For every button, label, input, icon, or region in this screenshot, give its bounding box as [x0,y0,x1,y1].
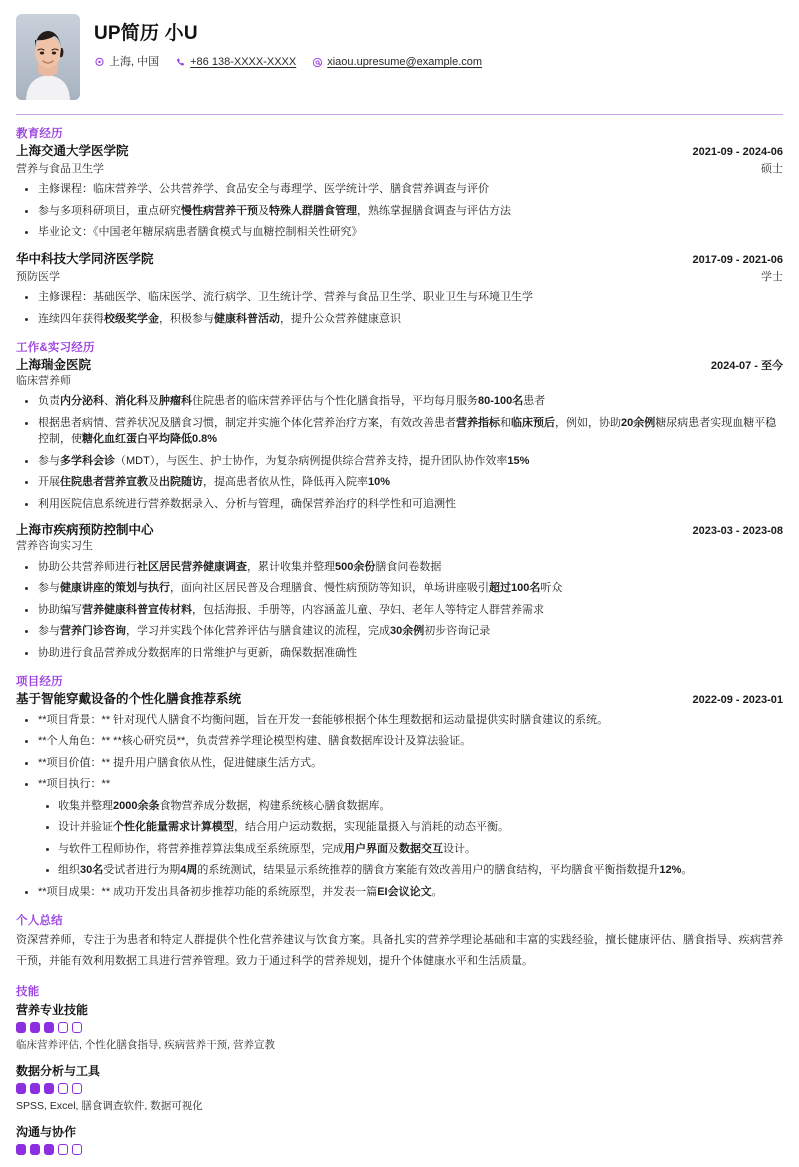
entry-bullet: 连续四年获得校级奖学金，积极参与健康科普活动，提升公众营养健康意识 [16,311,783,328]
entry-bullet: **项目价值：** 提升用户膳食依从性，促进健康生活方式。 [16,755,783,772]
skill-level-rating [16,1083,783,1094]
entry-organization: 基于智能穿戴设备的个性化膳食推荐系统 [16,692,242,707]
entry-bullet: **项目执行：** 收集并整理2000余条食物营养成分数据，构建系统核心膳食数据库。 设计并验证个性化能量需求计算模型，结合用户运动数据，实现能量摄入与消耗的动态平衡。 与软件工程师协作，将营养推荐算法集成至系统原型，完成用户界面及数据交互设计。 组织30名受试者进行为期4周的系统测试，结果显示系统推荐的膳食方案能有效改善用户的膳食结构，平均膳食平衡指数提升12%。 [16,776,783,879]
contact-list [94,57,783,68]
skill-dot-filled [16,1144,26,1155]
entry-organization: 上海瑞金医院 [16,358,92,373]
entry-bullet-list [16,712,783,901]
section-skills [16,983,783,1154]
entry-major: 营养咨询实习生 [16,540,93,553]
section-summary [16,912,783,971]
entry [16,522,783,661]
section-projects [16,673,783,900]
summary-text: 资深营养师，专注于为患者和特定人群提供个性化营养建议与饮食方案。具备扎实的营养学理论基础和丰富的实践经验，擅长健康评估、膳食指导、疾病营养干预，并能有效利用数据工具进行营养管理。致力于通过科学的营养规划，提升个体健康水平和生活质量。 [16,934,783,967]
section-title-work: 工作&实习经历 [16,342,95,355]
skill-dot-empty [58,1083,68,1094]
entry-bullet: 毕业论文：《中国老年糖尿病患者膳食模式与血糖控制相关性研究》 [16,224,783,241]
contact-phone[interactable] [175,57,296,68]
skill-dot-filled [16,1083,26,1094]
section-title-education: 教育经历 [16,128,63,140]
entry-sub-bullet: 与软件工程师协作，将营养推荐算法集成至系统原型，完成用户界面及数据交互设计。 [38,841,783,858]
contact-email[interactable] [312,57,482,68]
skill-level-rating [16,1022,783,1033]
skill-dot-empty [72,1144,82,1155]
entry-sub-bullet-list [38,798,783,879]
entry-organization: 华中科技大学同济医学院 [16,251,154,266]
entry-date: 2024-07 - 至今 [710,360,783,373]
at-email-icon [312,57,323,68]
entry-major: 预防医学 [16,270,60,283]
location-pin-icon [94,57,105,68]
entry-bullet-list [16,289,783,327]
entry-bullet-list [16,181,783,241]
entry [16,251,783,327]
candidate-name: UP简历 小U [94,23,198,44]
skill-dot-filled [44,1144,54,1155]
entry-bullet: 参与多学科会诊（MDT），与医生、护士协作，为复杂病例提供综合营养支持，提升团队协作效率15% [16,453,783,470]
entry-bullet: 主修课程：基础医学、临床医学、流行病学、卫生统计学、营养与食品卫生学、职业卫生与环境卫生学 [16,289,783,306]
skill-dot-filled [44,1083,54,1094]
entry-bullet: 协助进行食品营养成分数据库的日常维护与更新，确保数据准确性 [16,645,783,662]
section-title-projects: 项目经历 [16,676,63,689]
skill-group-name: 营养专业技能 [16,1003,89,1018]
entry-degree: 学士 [761,270,783,283]
skill-dot-empty [72,1083,82,1094]
entry [16,691,783,900]
entry-header-row [16,691,783,708]
avatar [16,14,80,100]
entry [16,143,783,241]
header-divider [16,114,783,115]
entry-bullet-list [16,559,783,662]
entry-subtitle-row [16,374,783,389]
entry-bullet: 利用医院信息系统进行营养数据录入、分析与管理，确保营养治疗的科学性和可追溯性 [16,496,783,513]
entry-bullet: **个人角色：** **核心研究员**，负责营养学理论模型构建、膳食数据库设计及算法验证。 [16,733,783,750]
skill-group [16,1001,783,1053]
entry-bullet-list [16,393,783,512]
entry-bullet: 根据患者病情、营养状况及膳食习惯，制定并实施个体化营养治疗方案，有效改善患者营养指标和临床预后，例如，协助20余例糖尿病患者实现血糖平稳控制，使糖化血红蛋白平均降低0.8% [16,415,783,448]
entry-header-row [16,143,783,160]
entry-date: 2021-09 - 2024-06 [692,146,783,158]
entry-bullet: **项目成果：** 成功开发出具备初步推荐功能的系统原型，并发表一篇EI会议论文。 [16,884,783,901]
entry-date: 2023-03 - 2023-08 [692,525,783,538]
entry-bullet: 负责内分泌科、消化科及肿瘤科住院患者的临床营养评估与个性化膳食指导，平均每月服务80-100名患者 [16,393,783,410]
contact-location [94,57,159,68]
skill-dot-filled [16,1022,26,1033]
entry-sub-bullet: 收集并整理2000余条食物营养成分数据，构建系统核心膳食数据库。 [38,798,783,815]
entry [16,357,783,512]
skill-dot-filled [44,1022,54,1033]
entry-major: 营养与食品卫生学 [16,162,104,175]
entry-bullet: 参与营养门诊咨询，学习并实践个体化营养评估与膳食建议的流程，完成30余例初步咨询记录 [16,623,783,640]
entry-header-row [16,522,783,539]
location-text: 上海, 中国 [109,55,160,68]
skill-items: 临床营养评估, 个性化膳食指导, 疾病营养干预, 营养宣教 [16,1039,276,1052]
project-entries [16,691,783,900]
entry-subtitle-row [16,160,783,177]
skill-group [16,1062,783,1114]
phone-text[interactable]: +86 138-XXXX-XXXX [190,55,297,68]
skill-dot-filled [30,1083,40,1094]
skill-dot-empty [58,1022,68,1033]
skill-group-name: 沟通与协作 [16,1124,77,1139]
entry-organization: 上海交通大学医学院 [16,144,129,158]
header-info [94,14,783,68]
section-title-summary: 个人总结 [16,915,63,928]
entry-bullet: 参与多项科研项目，重点研究慢性病营养干预及特殊人群膳食管理，熟练掌握膳食调查与评估方法 [16,203,783,220]
entry-subtitle-row [16,539,783,554]
entry-sub-bullet: 组织30名受试者进行为期4周的系统测试，结果显示系统推荐的膳食方案能有效改善用户的膳食结构，平均膳食平衡指数提升12%。 [38,862,783,879]
entry-degree: 硕士 [761,162,783,175]
section-education [16,125,783,327]
entry-bullet: 主修课程：临床营养学、公共营养学、食品安全与毒理学、医学统计学、膳食营养调查与评价 [16,181,783,198]
email-text[interactable]: xiaou.upresume@example.com [327,55,483,68]
skill-group-name: 数据分析与工具 [16,1063,101,1078]
section-work [16,339,783,661]
work-entries [16,357,783,661]
entry-header-row [16,357,783,374]
education-entries [16,143,783,327]
section-title-skills: 技能 [16,986,40,999]
entry-bullet: 开展住院患者营养宣教及出院随访，提高患者依从性，降低再入院率10% [16,474,783,491]
skill-dot-filled [30,1144,40,1155]
skill-level-rating [16,1144,783,1155]
skill-dot-empty [72,1022,82,1033]
entry-bullet: **项目背景：** 针对现代人膳食不均衡问题，旨在开发一套能够根据个体生理数据和运动量提供实时膳食建议的系统。 [16,712,783,729]
skill-dot-filled [30,1022,40,1033]
skill-list [16,1001,783,1154]
entry-date: 2022-09 - 2023-01 [692,694,783,707]
entry-bullet: 协助公共营养师进行社区居民营养健康调查，累计收集并整理500余份膳食问卷数据 [16,559,783,576]
entry-bullet: 协助编写营养健康科普宣传材料，包括海报、手册等，内容涵盖儿童、孕妇、老年人等特定人群营养需求 [16,602,783,619]
resume-header [16,14,783,114]
skill-dot-empty [58,1144,68,1155]
entry-header-row [16,251,783,268]
entry-major: 临床营养师 [16,374,71,387]
phone-icon [175,57,186,68]
skill-group [16,1123,783,1155]
entry-subtitle-row [16,268,783,285]
entry-sub-bullet: 设计并验证个性化能量需求计算模型，结合用户运动数据，实现能量摄入与消耗的动态平衡。 [38,819,783,836]
entry-bullet: 参与健康讲座的策划与执行，面向社区居民普及合理膳食、慢性病预防等知识，单场讲座吸引超过100名听众 [16,580,783,597]
skill-items: SPSS, Excel, 膳食调查软件, 数据可视化 [16,1099,203,1112]
entry-organization: 上海市疾病预防控制中心 [16,523,154,538]
entry-date: 2017-09 - 2021-06 [692,253,783,266]
